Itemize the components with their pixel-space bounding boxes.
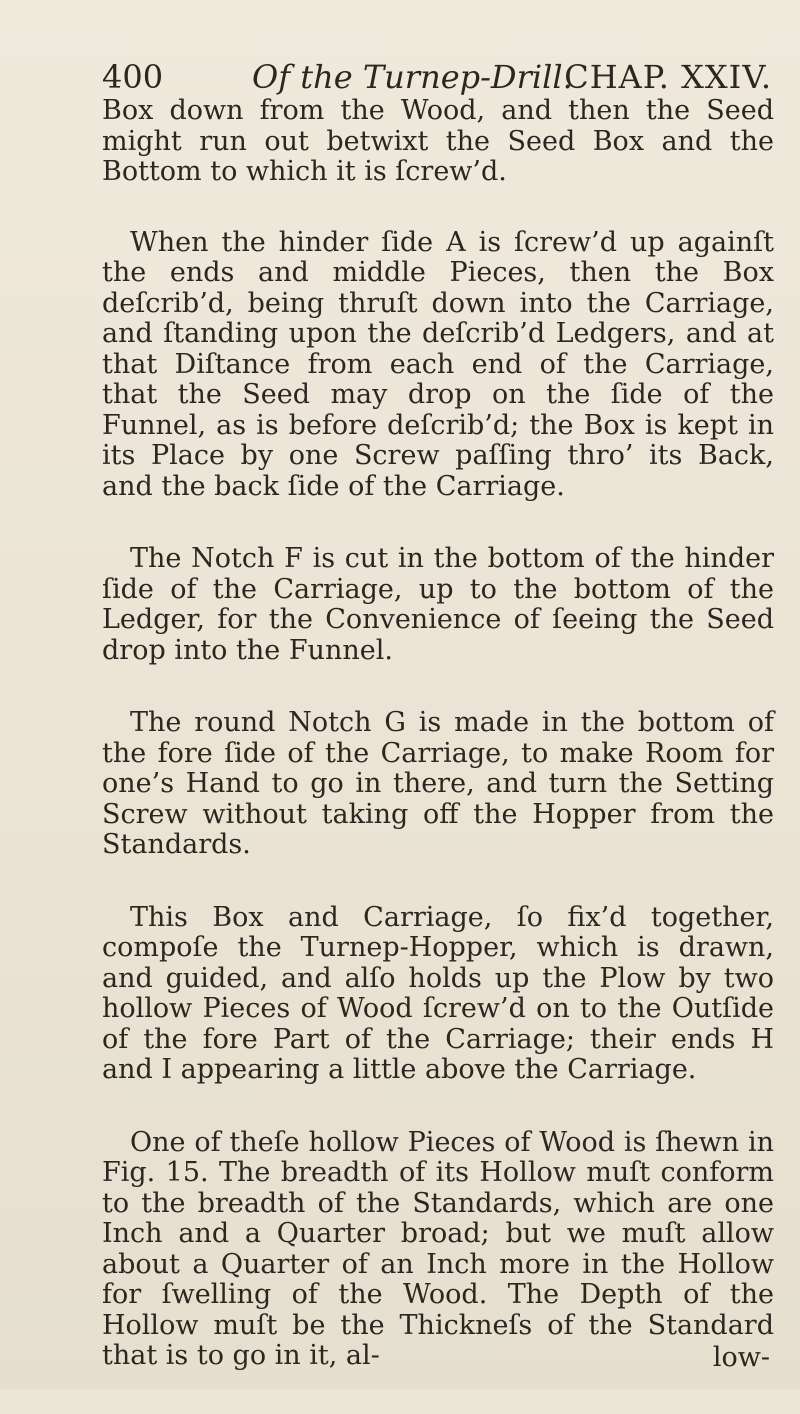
paragraph-hollow-pieces: One of theſe hollow Pieces of Wood is ſhewn in Fig. 15. The breadth of its Hollow muſt conform to the breadth of the Standards, which are one Inch and a Quarter broad; but we muſt allow about a Quarter of an Inch more in the Hollow for ſwelling of the Wood. The Depth of the Hollow muſt be the Thickneſs of the Standard that is to go in it, al- [102, 1126, 774, 1371]
running-title: Of the Turnep-Drill. [252, 58, 573, 96]
paragraph-notch-f: The Notch F is cut in the bottom of the hinder ſide of the Carriage, up to the bottom of the Ledger, for the Convenience of ſeeing the Seed drop into the Funnel. [102, 543, 774, 666]
chapter-label: CHAP. XXIV. [564, 58, 772, 96]
paragraph-hinder-side: When the hinder ſide A is ſcrew’d up againſt the ends and middle Pieces, then the Box deſcrib’d, being thruſt down into the Carriage, and ſtanding upon the deſcrib’d Ledgers, and at that Diſtance from each end of the Carriage, that the Seed may drop on the ſide of the Funnel, as is before deſcrib’d; the Box is kept in its Place by one Screw paſſing thro’ its Back, and the back ſide of the Carriage. [102, 226, 774, 502]
paragraph-notch-g: The round Notch G is made in the bottom of the fore ſide of the Carriage, to make Room for one’s Hand to go in there, and turn the Setting Screw without taking off the Hopper from the Standards. [102, 707, 774, 860]
paragraph-box-and-carriage: This Box and Carriage, ſo fix’d together, compoſe the Turnep-Hopper, which is drawn, and guided, and alſo holds up the Plow by two hollow Pieces of Wood ſcrew’d on to the Outſide of the fore Part of the Carriage; their ends H and I appearing a little above the Carriage. [102, 901, 774, 1085]
page-number: 400 [102, 58, 164, 96]
body-text [102, 96, 774, 1414]
paragraph-continuation: Box down from the Wood, and then the Seed might run out betwixt the Seed Box and the Bottom to which it is ſcrew’d. [102, 95, 774, 187]
catchword: low- [712, 1342, 770, 1373]
